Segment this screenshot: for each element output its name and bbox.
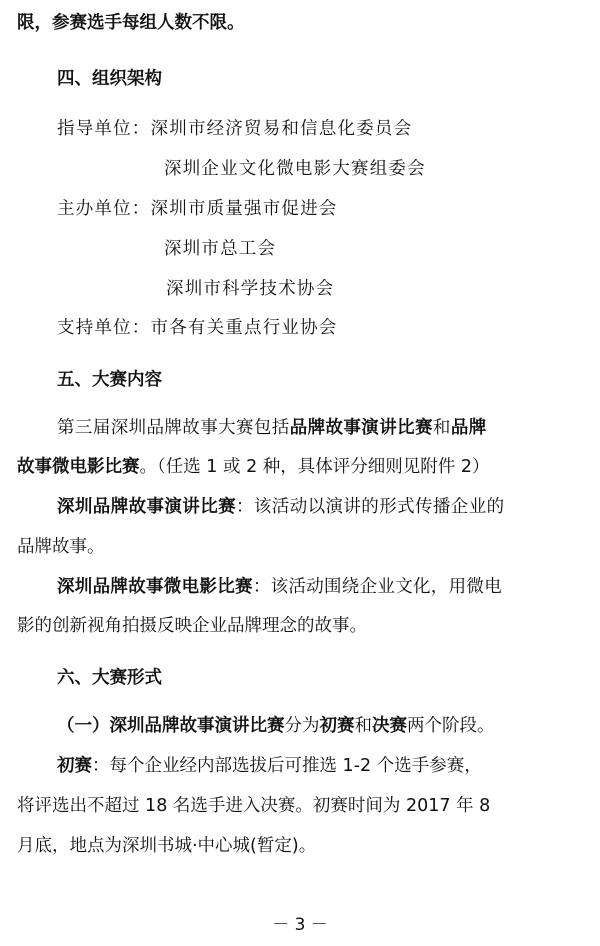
bold-text: 品牌 [450,418,487,438]
section-heading-6 [57,666,162,690]
text: ：该活动围绕企业文化，用微电 [252,577,503,597]
bold-text: 故事微电影比赛 [17,457,140,477]
text: 品牌故事。 [17,537,105,557]
text: ：每个企业经内部选拔后可推选 1-2 个选手参赛， [92,756,482,776]
text: 影的创新视角拍摄反映企业品牌理念的故事。 [17,616,367,636]
label: 主办单位： [57,199,151,219]
para-line [17,11,245,35]
org-guide-line-1 [57,117,412,141]
org-name: 市各有关重点行业协会 [150,318,338,338]
label: 支持单位： [57,318,151,338]
heading-text: 五、大赛内容 [57,370,162,390]
page-number: － 3 － [272,915,328,935]
para-line [17,535,105,559]
para-line [17,455,489,479]
text: 和 [354,716,372,736]
para-line [17,794,490,818]
text: 两个阶段。 [407,716,495,736]
text: 月底，地点为深圳书城·中心城(暂定)。 [17,836,317,856]
bold-text: 初赛 [57,756,92,776]
heading-text: 六、大赛形式 [57,668,162,688]
text: 将评选出不超过 18 名选手进入决赛。初赛时间为 2017 年 8 [17,796,491,816]
text: 。（任选 1 或 2 种，具体评分细则见附件 2） [139,457,490,477]
label: 指导单位： [57,119,151,139]
org-host-line-2 [164,237,276,261]
para-line [57,495,505,519]
bold-text: （一）深圳品牌故事演讲比赛 [57,716,285,736]
org-name: 深圳市科学技术协会 [166,279,335,299]
bold-text: 深圳品牌故事演讲比赛 [57,497,236,517]
text: ：该活动以演讲的形式传播企业的 [236,497,505,517]
para-line [17,614,367,638]
heading-text: 四、组织架构 [57,69,162,89]
org-name: 深圳市质量强市促进会 [150,199,338,219]
org-host-line-3 [166,277,334,301]
text: 分为 [284,716,320,736]
para-line [57,416,487,440]
org-name: 深圳企业文化微电影大赛组委会 [164,159,426,179]
org-name: 深圳市经济贸易和信息化委员会 [150,119,413,139]
bold-text: 初赛 [319,716,355,736]
para-line [57,575,502,599]
text: 和 [432,418,451,438]
bold-text: 品牌故事演讲比赛 [289,418,433,438]
text: 限，参赛选手每组人数不限。 [17,13,245,33]
section-heading-5 [57,368,162,392]
org-support-line [57,316,338,340]
bold-text: 深圳品牌故事微电影比赛 [57,577,253,597]
bold-text: 决赛 [372,716,407,736]
org-host-line-1 [57,197,338,221]
section-heading-4 [57,67,162,91]
text: 第三届深圳品牌故事大赛包括 [57,418,290,438]
org-name: 深圳市总工会 [164,239,277,259]
para-line [57,714,495,738]
para-line [17,834,316,858]
org-guide-line-2 [164,157,426,181]
para-line [57,754,482,778]
